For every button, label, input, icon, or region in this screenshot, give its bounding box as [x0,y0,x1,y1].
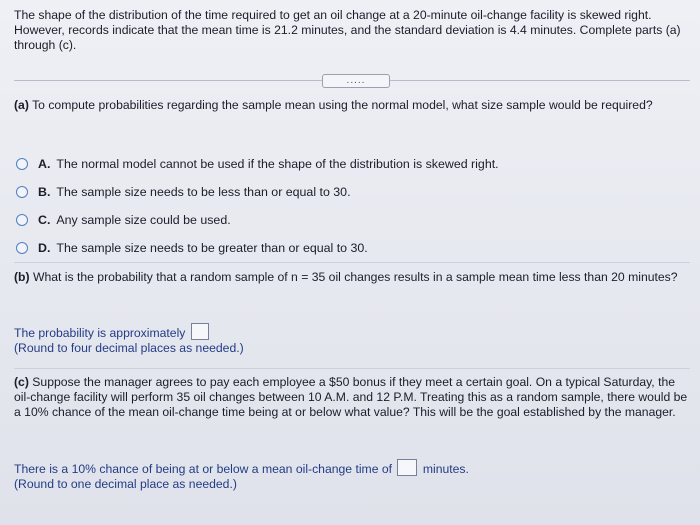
mean-time-answer-input[interactable] [397,459,417,476]
expand-more-button[interactable]: ..... [322,74,390,88]
radio-button-icon[interactable] [16,214,28,226]
option-a[interactable] [16,150,666,178]
part-c-answer-suffix: minutes. [422,462,469,476]
part-c-text: Suppose the manager agrees to pay each employee a $50 bonus if they meet a certain goal. On a typical Saturday, the oil-change facility will perform 35 oil changes between 10 A.M. and 12 P.M. Treating this as a random sample, there would be a 10% chance of the mean oil-change time being at or below what value? This will be the goal established by the manager. [14,375,688,419]
option-d[interactable] [16,234,666,262]
part-b-text: What is the probability that a random sample of n = 35 oil changes results in a sample mean time less than 20 minutes? [32,270,678,284]
section-separator [14,368,690,369]
part-b-answer-prefix: The probability is approximately [14,326,186,340]
part-c-question [14,375,690,420]
radio-button-icon[interactable] [16,158,28,170]
problem-statement: The shape of the distribution of the time required to get an oil change at a 20-minute oil-change facility is skewed right. However, records indicate that the mean time is 21.2 minutes, and the standard deviation is 4.4 minutes. Complete parts (a) through (c). [14,8,681,52]
part-a-options [16,150,666,262]
option-text: The normal model cannot be used if the shape of the distribution is skewed right. [56,157,499,171]
part-b-label: (b) [14,270,30,284]
part-b-answer [14,323,690,356]
part-c-answer-prefix: There is a 10% chance of being at or below a mean oil-change time of [14,462,393,476]
part-c-label: (c) [14,375,29,389]
option-text: The sample size needs to be less than or equal to 30. [56,185,351,199]
part-b-hint: (Round to four decimal places as needed.) [14,341,244,355]
option-text: The sample size needs to be greater than or equal to 30. [56,241,368,255]
part-a-question [14,98,690,113]
option-b[interactable] [16,178,666,206]
option-text: Any sample size could be used. [56,213,231,227]
option-letter: A. [38,157,51,171]
probability-answer-input[interactable] [191,323,209,340]
part-a-label: (a) [14,98,29,112]
radio-button-icon[interactable] [16,186,28,198]
part-a-text: To compute probabilities regarding the sample mean using the normal model, what size sample would be required? [32,98,653,112]
part-c-hint: (Round to one decimal place as needed.) [14,477,237,491]
section-separator [14,262,690,263]
option-letter: C. [38,213,51,227]
part-b-question [14,270,690,285]
part-c-answer [14,459,690,492]
option-letter: B. [38,185,51,199]
option-c[interactable] [16,206,666,234]
option-letter: D. [38,241,51,255]
radio-button-icon[interactable] [16,242,28,254]
